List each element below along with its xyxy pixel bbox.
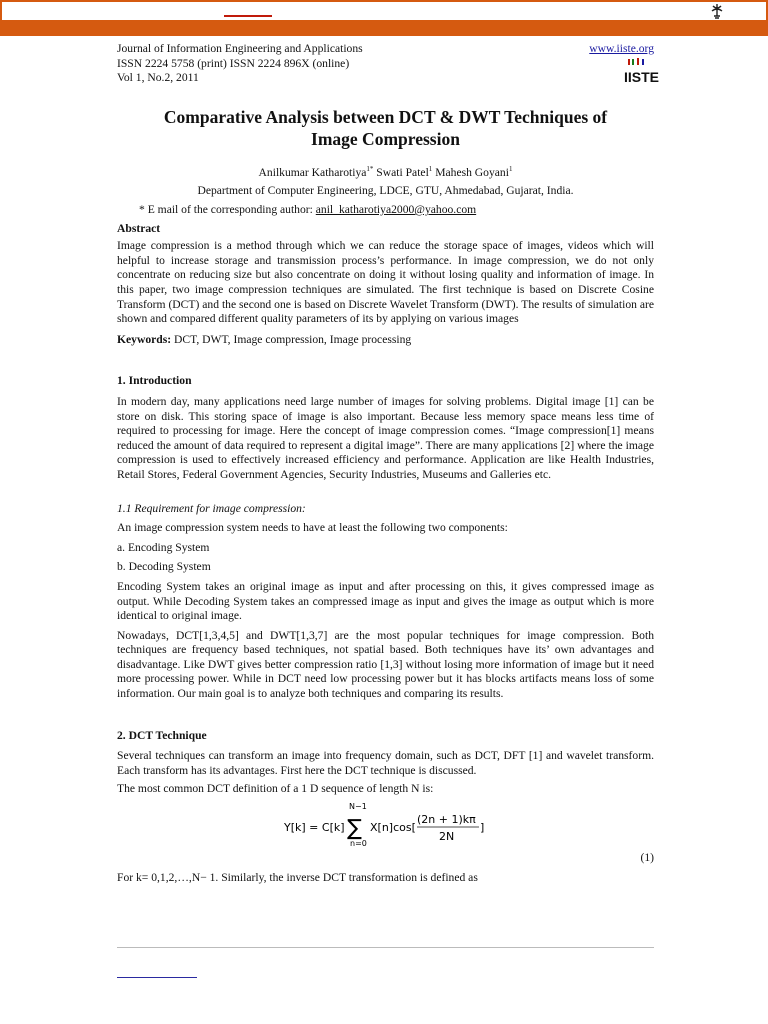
journal-info xyxy=(117,42,654,86)
keywords-text: DCT, DWT, Image compression, Image processing xyxy=(171,332,412,346)
author-3-affil: 1 xyxy=(508,165,513,173)
eq-close-bracket: ] xyxy=(480,821,485,835)
eq-numerator: (2n + 1)kπ xyxy=(417,813,476,827)
journal-volume: Vol 1, No.2, 2011 xyxy=(117,71,199,85)
footnote-link-line[interactable] xyxy=(117,977,197,978)
abstract-text: Image compression is a method through which we can reduce the storage space of images, videos which will helpful to increase storage and transmission process’s performance. In image compression, we do not only concentrate on reducing size but also concentrate on doing it without losing quality and information of image. In this paper, two image compression techniques are simulated. The first technique is based on Discrete Cosine Transform (DCT) and the second one is based on Discrete Wavelet Transform (DWT). The results of simulation are shown and compared different quality parameters of its by applying on various images xyxy=(117,239,654,326)
section-heading-dct: 2. DCT Technique xyxy=(117,728,207,742)
journal-header xyxy=(117,42,660,90)
affiliation: Department of Computer Engineering, LDCE, GTU, Ahmedabad, Gujarat, India. xyxy=(197,184,574,198)
intro-paragraph-2: An image compression system needs to have at least the following two components: xyxy=(117,521,508,535)
paper-page xyxy=(117,42,660,886)
subsection-heading-requirement: 1.1 Requirement for image compression: xyxy=(117,501,306,515)
eq-lhs: Y[k] = C[k] xyxy=(284,821,345,835)
pin-icon[interactable] xyxy=(708,2,726,20)
top-frame xyxy=(0,0,768,20)
eq-sum-lower: n=0 xyxy=(350,839,367,849)
dct-equation-graphic xyxy=(117,799,654,851)
eq-sigma: ∑ xyxy=(347,816,362,842)
list-item-encoding: a. Encoding System xyxy=(117,540,210,554)
link-underline[interactable] xyxy=(224,15,272,17)
email-link[interactable]: anil_katharotiya2000@yahoo.com xyxy=(315,203,477,217)
intro-paragraph-3: Encoding System takes an original image as input and after processing on this, it gives compressed image as output. While Decoding System takes an compressed image as input and gives the image as output which is more identical to original image. xyxy=(117,579,654,623)
section-heading-introduction: 1. Introduction xyxy=(117,374,192,388)
equation-number-row xyxy=(117,851,654,865)
dct-paragraph-3: For k= 0,1,2,…,N− 1. Similarly, the inverse DCT transformation is defined as xyxy=(117,871,478,885)
keywords-label: Keywords: xyxy=(117,332,172,346)
intro-paragraph-1: In modern day, many applications need large number of images for solving problems. Digital image [1] can be store on disk. This storing space of image is also important. Because less memory space means less time of required to processing for image. Here the concept of image compression comes. “Image compression[1] means reduced the amount of data required to represent a digital image”. There are many applications [2] where the image compression is used to effectively increased efficiency and performance. Application are like Health Industries, Retail Stores, Federal Government Agencies, Security Industries, Museums and Galleries etc. xyxy=(117,394,654,481)
corresponding-email xyxy=(139,203,654,218)
eq-sum-upper: N−1 xyxy=(349,802,367,812)
orange-band xyxy=(0,20,768,36)
keywords xyxy=(117,333,654,348)
email-prefix: * E mail of the corresponding author: xyxy=(139,203,316,217)
intro-paragraph-4: Nowadays, DCT[1,3,4,5] and DWT[1,3,7] are the most popular techniques for image compression. Both techniques are frequency based techniques, not spatial based. Both techniques have its’ own advantages and disadvantage. Like DWT gives better compression ratio [1,3] without losing more information of image but it need more processing power. While in DCT need low processing power but it has blocks artifacts means loss of some information. Our main goal is to analyze both techniques and comparing its results. xyxy=(117,628,654,701)
abstract-heading: Abstract xyxy=(117,221,161,235)
eq-denominator: 2N xyxy=(439,830,455,844)
paper-title xyxy=(117,106,654,150)
equation-1 xyxy=(117,799,654,851)
list-item-decoding: b. Decoding System xyxy=(117,560,211,574)
author-1: Anilkumar Katharotiya xyxy=(258,165,367,179)
journal-link-wrap xyxy=(589,42,654,57)
author-2-affil: 1 xyxy=(428,165,433,173)
iiste-logo xyxy=(598,58,660,88)
title-line-2: Image Compression xyxy=(311,129,460,149)
logo-text: IISTE xyxy=(624,69,660,85)
dct-paragraph-1: Several techniques can transform an image into frequency domain, such as DCT, DFT [1] and wavelet transform. Each transform has its advantages. First here the DCT technique is discussed. xyxy=(117,749,654,777)
eq-term: X[n]cos[ xyxy=(370,821,416,835)
dct-paragraph-2: The most common DCT definition of a 1 D sequence of length N is: xyxy=(117,782,434,796)
author-list xyxy=(117,162,654,180)
equation-number: (1) xyxy=(640,851,654,865)
title-line-1: Comparative Analysis between DCT & DWT Techniques of xyxy=(163,107,608,127)
author-3: Mahesh Goyani xyxy=(432,165,509,179)
journal-url-link[interactable]: www.iiste.org xyxy=(589,42,654,55)
author-2: Swati Patel xyxy=(373,165,429,179)
viewer-top-bar xyxy=(0,0,768,36)
footer-rule xyxy=(117,947,654,948)
journal-issn: ISSN 2224 5758 (print) ISSN 2224 896X (online) xyxy=(117,56,350,70)
journal-name: Journal of Information Engineering and Applications xyxy=(117,42,363,55)
author-1-affil: 1* xyxy=(366,165,374,173)
